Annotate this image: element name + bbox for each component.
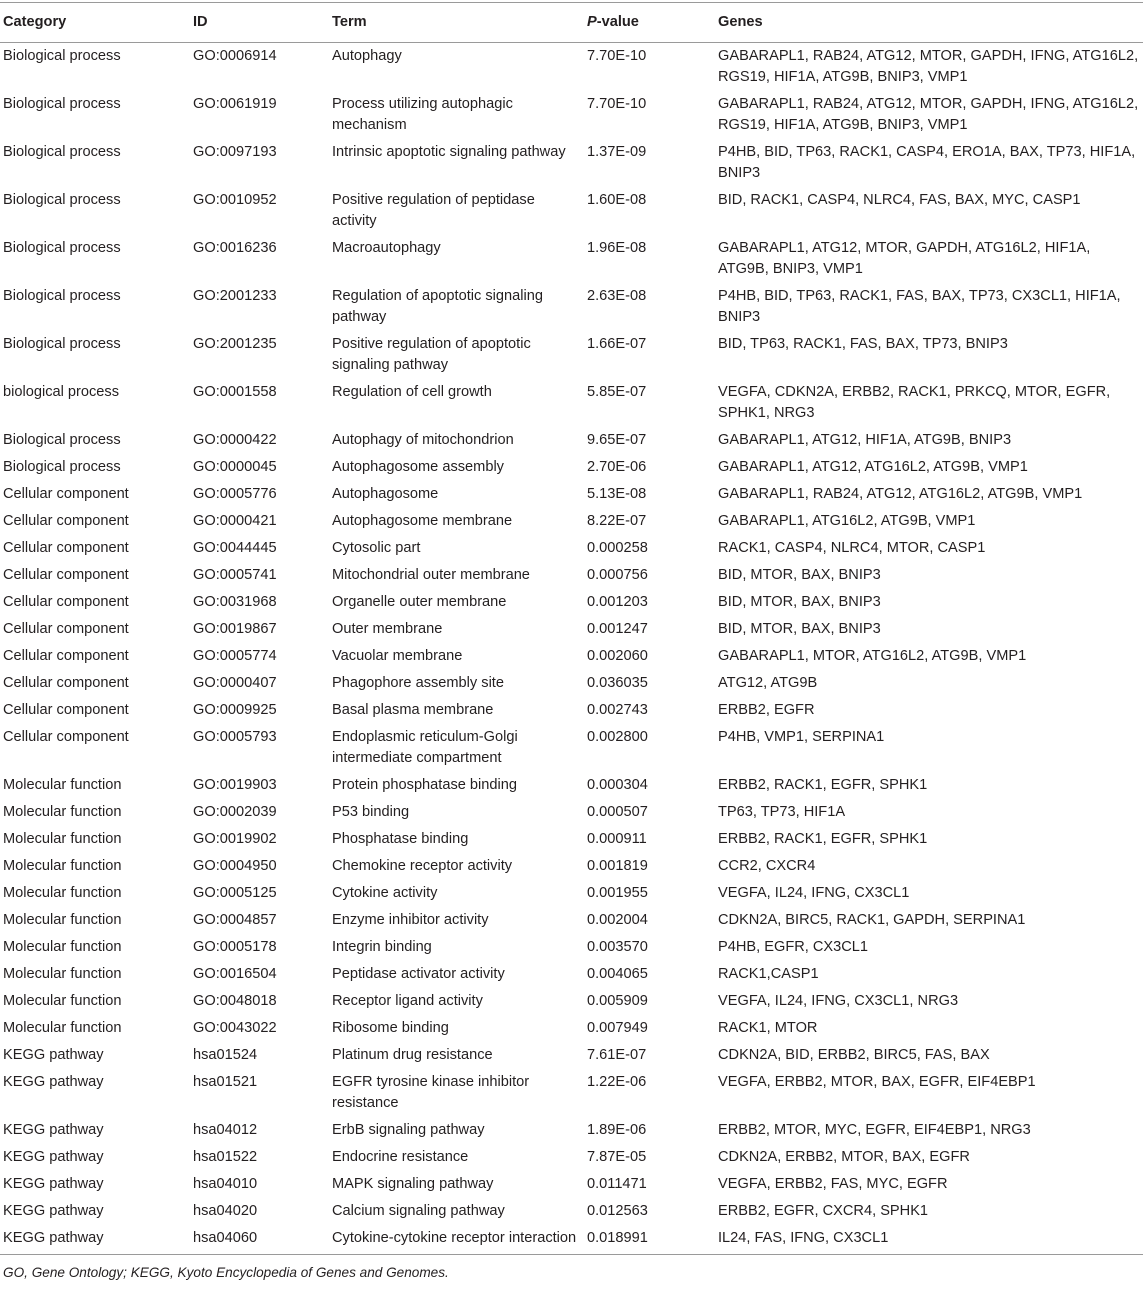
cell-genes: VEGFA, CDKN2A, ERBB2, RACK1, PRKCQ, MTOR, EGFR, SPHK1, NRG3: [718, 384, 1111, 421]
cell-genes: VEGFA, ERBB2, MTOR, BAX, EGFR, EIF4EBP1: [718, 1074, 1036, 1090]
header-row: [0, 3, 1143, 43]
cell-id: GO:0016236: [193, 240, 277, 256]
table-row: [0, 1144, 1143, 1171]
cell-term: Autophagy: [332, 48, 402, 64]
cell-pvalue: 0.000756: [587, 567, 648, 583]
cell-category: Molecular function: [3, 885, 122, 901]
cell-genes: GABARAPL1, MTOR, ATG16L2, ATG9B, VMP1: [718, 648, 1027, 664]
cell-pvalue: 0.001203: [587, 594, 648, 610]
cell-id: GO:0061919: [193, 96, 277, 112]
cell-id: GO:0000421: [193, 513, 277, 529]
cell-genes: ATG12, ATG9B: [718, 675, 818, 691]
cell-pvalue: 2.70E-06: [587, 459, 647, 475]
cell-pvalue: 1.60E-08: [587, 192, 647, 208]
cell-category: Biological process: [3, 459, 121, 475]
cell-category: Cellular component: [3, 729, 129, 745]
table-row: [0, 235, 1143, 283]
cell-id: GO:0004950: [193, 858, 277, 874]
cell-genes: VEGFA, IL24, IFNG, CX3CL1: [718, 885, 910, 901]
cell-id: hsa01521: [193, 1074, 258, 1090]
cell-pvalue: 7.61E-07: [587, 1047, 647, 1063]
cell-category: Biological process: [3, 144, 121, 160]
table-row: [0, 1042, 1143, 1069]
cell-category: Biological process: [3, 336, 121, 352]
cell-term: Mitochondrial outer membrane: [332, 567, 530, 583]
table-row: [0, 1015, 1143, 1042]
table-footnote: GO, Gene Ontology; KEGG, Kyoto Encyclopedia of Genes and Genomes.: [3, 1265, 449, 1280]
cell-pvalue: 0.000911: [587, 831, 647, 847]
cell-term: Autophagosome: [332, 486, 439, 502]
table-row: [0, 1171, 1143, 1198]
cell-pvalue: 0.002800: [587, 729, 648, 745]
cell-category: Biological process: [3, 96, 121, 112]
cell-id: GO:0002039: [193, 804, 277, 820]
cell-genes: BID, RACK1, CASP4, NLRC4, FAS, BAX, MYC, CASP1: [718, 192, 1081, 208]
table-header: [0, 3, 1143, 43]
cell-id: hsa01524: [193, 1047, 258, 1063]
cell-genes: VEGFA, IL24, IFNG, CX3CL1, NRG3: [718, 993, 959, 1009]
cell-pvalue: 0.001247: [587, 621, 648, 637]
cell-pvalue: 0.011471: [587, 1176, 647, 1192]
cell-genes: GABARAPL1, RAB24, ATG12, MTOR, GAPDH, IFNG, ATG16L2, RGS19, HIF1A, ATG9B, BNIP3, VMP1: [718, 48, 1139, 85]
cell-term: Autophagosome assembly: [332, 459, 504, 475]
cell-term: Chemokine receptor activity: [332, 858, 513, 874]
cell-genes: P4HB, BID, TP63, RACK1, CASP4, ERO1A, BAX, TP73, HIF1A, BNIP3: [718, 144, 1136, 181]
cell-term: Organelle outer membrane: [332, 594, 507, 610]
cell-term: Phosphatase binding: [332, 831, 469, 847]
table-container: [0, 2, 1143, 1282]
cell-id: GO:0019867: [193, 621, 277, 637]
header-pvalue-suffix: -value: [596, 14, 639, 30]
cell-pvalue: 0.001819: [587, 858, 648, 874]
cell-term: Autophagosome membrane: [332, 513, 513, 529]
cell-pvalue: 0.003570: [587, 939, 648, 955]
cell-id: GO:0019902: [193, 831, 277, 847]
cell-id: GO:0016504: [193, 966, 277, 982]
cell-id: GO:0000045: [193, 459, 277, 475]
cell-category: Molecular function: [3, 777, 122, 793]
cell-genes: BID, MTOR, BAX, BNIP3: [718, 567, 881, 583]
cell-pvalue: 0.036035: [587, 675, 648, 691]
cell-id: GO:0044445: [193, 540, 277, 556]
table-row: [0, 907, 1143, 934]
cell-genes: VEGFA, ERBB2, FAS, MYC, EGFR: [718, 1176, 948, 1192]
table-row: [0, 187, 1143, 235]
table-row: [0, 1117, 1143, 1144]
cell-pvalue: 0.000304: [587, 777, 648, 793]
cell-pvalue: 1.37E-09: [587, 144, 647, 160]
table-row: [0, 880, 1143, 907]
cell-term: Process utilizing autophagic mechanism: [332, 96, 513, 133]
cell-genes: CCR2, CXCR4: [718, 858, 816, 874]
cell-term: Positive regulation of apoptotic signaling pathway: [332, 336, 531, 373]
cell-id: GO:2001235: [193, 336, 277, 352]
cell-id: hsa04012: [193, 1122, 258, 1138]
table-row: [0, 427, 1143, 454]
cell-id: GO:0010952: [193, 192, 277, 208]
cell-id: hsa04010: [193, 1176, 258, 1192]
table-row: [0, 91, 1143, 139]
cell-pvalue: 0.000507: [587, 804, 648, 820]
cell-category: Cellular component: [3, 621, 129, 637]
table-row: [0, 772, 1143, 799]
cell-genes: ERBB2, RACK1, EGFR, SPHK1: [718, 831, 928, 847]
cell-category: Cellular component: [3, 702, 129, 718]
cell-id: GO:0004857: [193, 912, 277, 928]
cell-category: Cellular component: [3, 540, 129, 556]
cell-pvalue: 1.22E-06: [587, 1074, 647, 1090]
cell-id: GO:0048018: [193, 993, 277, 1009]
cell-genes: GABARAPL1, ATG12, ATG16L2, ATG9B, VMP1: [718, 459, 1028, 475]
cell-pvalue: 0.001955: [587, 885, 648, 901]
cell-pvalue: 0.002004: [587, 912, 648, 928]
cell-genes: ERBB2, EGFR, CXCR4, SPHK1: [718, 1203, 929, 1219]
cell-category: Cellular component: [3, 513, 129, 529]
header-genes: Genes: [715, 3, 1143, 43]
cell-term: Cytosolic part: [332, 540, 421, 556]
table-row: [0, 697, 1143, 724]
table-row: [0, 616, 1143, 643]
cell-genes: BID, TP63, RACK1, FAS, BAX, TP73, BNIP3: [718, 336, 1008, 352]
cell-genes: BID, MTOR, BAX, BNIP3: [718, 594, 881, 610]
cell-id: hsa01522: [193, 1149, 258, 1165]
cell-term: Calcium signaling pathway: [332, 1203, 505, 1219]
table-body: [0, 43, 1143, 1255]
table-row: [0, 853, 1143, 880]
cell-term: EGFR tyrosine kinase inhibitor resistance: [332, 1074, 530, 1111]
cell-category: Cellular component: [3, 486, 129, 502]
cell-id: GO:0000407: [193, 675, 277, 691]
cell-pvalue: 8.22E-07: [587, 513, 647, 529]
cell-term: Peptidase activator activity: [332, 966, 505, 982]
cell-genes: ERBB2, MTOR, MYC, EGFR, EIF4EBP1, NRG3: [718, 1122, 1031, 1138]
cell-category: Molecular function: [3, 912, 122, 928]
cell-genes: RACK1, MTOR: [718, 1020, 818, 1036]
cell-category: Cellular component: [3, 648, 129, 664]
cell-term: Enzyme inhibitor activity: [332, 912, 489, 928]
cell-category: Biological process: [3, 48, 121, 64]
cell-id: hsa04060: [190, 1225, 329, 1255]
cell-pvalue: 1.96E-08: [587, 240, 647, 256]
cell-category: KEGG pathway: [3, 1149, 104, 1165]
cell-term: MAPK signaling pathway: [332, 1176, 494, 1192]
table-row: [0, 988, 1143, 1015]
header-category: Category: [0, 3, 190, 43]
cell-category: Molecular function: [3, 966, 122, 982]
enrichment-table: [0, 2, 1143, 1255]
cell-id: GO:0006914: [193, 48, 277, 64]
cell-term: Integrin binding: [332, 939, 432, 955]
cell-term: Phagophore assembly site: [332, 675, 504, 691]
cell-term: P53 binding: [332, 804, 410, 820]
cell-id: GO:0005125: [193, 885, 277, 901]
cell-pvalue: 1.89E-06: [587, 1122, 647, 1138]
cell-term: ErbB signaling pathway: [332, 1122, 485, 1138]
cell-pvalue: 0.002060: [587, 648, 648, 664]
cell-genes: CDKN2A, BID, ERBB2, BIRC5, FAS, BAX: [718, 1047, 990, 1063]
cell-pvalue: 0.002743: [587, 702, 648, 718]
cell-pvalue: 9.65E-07: [587, 432, 647, 448]
cell-id: GO:0097193: [193, 144, 277, 160]
cell-category: Cellular component: [3, 567, 129, 583]
cell-term: Cytokine activity: [332, 885, 438, 901]
cell-genes: P4HB, EGFR, CX3CL1: [718, 939, 869, 955]
cell-genes: GABARAPL1, ATG12, HIF1A, ATG9B, BNIP3: [718, 432, 1012, 448]
table-row: [0, 961, 1143, 988]
cell-category: Molecular function: [3, 858, 122, 874]
cell-pvalue: 2.63E-08: [587, 288, 647, 304]
cell-term: Protein phosphatase binding: [332, 777, 517, 793]
cell-term: Vacuolar membrane: [332, 648, 463, 664]
cell-id: GO:0005793: [193, 729, 277, 745]
cell-genes: BID, MTOR, BAX, BNIP3: [718, 621, 881, 637]
cell-pvalue: 0.012563: [587, 1203, 648, 1219]
cell-genes: ERBB2, EGFR: [718, 702, 815, 718]
table-row: [0, 1225, 1143, 1255]
cell-term: Autophagy of mitochondrion: [332, 432, 514, 448]
cell-id: GO:0019903: [193, 777, 277, 793]
table-row: [0, 799, 1143, 826]
cell-pvalue: 5.13E-08: [587, 486, 647, 502]
cell-category: Biological process: [3, 240, 121, 256]
cell-term: Regulation of cell growth: [332, 384, 492, 400]
cell-category: Biological process: [3, 192, 121, 208]
cell-genes: RACK1, CASP4, NLRC4, MTOR, CASP1: [718, 540, 986, 556]
cell-id: GO:0005776: [193, 486, 277, 502]
table-row: [0, 1198, 1143, 1225]
table-row: [0, 43, 1143, 92]
cell-category: Cellular component: [3, 594, 129, 610]
cell-category: Molecular function: [3, 1020, 122, 1036]
cell-category: Cellular component: [3, 675, 129, 691]
cell-term: Positive regulation of peptidase activity: [332, 192, 535, 229]
cell-pvalue: 1.66E-07: [587, 336, 647, 352]
cell-id: GO:0031968: [193, 594, 277, 610]
cell-genes: RACK1,CASP1: [718, 966, 819, 982]
cell-category: Biological process: [3, 432, 121, 448]
cell-pvalue: 5.85E-07: [587, 384, 647, 400]
header-id: ID: [190, 3, 329, 43]
cell-category: KEGG pathway: [0, 1225, 190, 1255]
cell-term: Cytokine-cytokine receptor interaction: [329, 1225, 584, 1255]
cell-category: Molecular function: [3, 831, 122, 847]
cell-pvalue: 0.004065: [587, 966, 648, 982]
table-row: [0, 379, 1143, 427]
cell-genes: CDKN2A, BIRC5, RACK1, GAPDH, SERPINA1: [718, 912, 1026, 928]
cell-genes: P4HB, BID, TP63, RACK1, FAS, BAX, TP73, CX3CL1, HIF1A, BNIP3: [718, 288, 1121, 325]
cell-id: GO:0005741: [193, 567, 277, 583]
table-row: [0, 139, 1143, 187]
cell-term: Ribosome binding: [332, 1020, 449, 1036]
cell-pvalue: 7.87E-05: [587, 1149, 647, 1165]
cell-id: hsa04020: [193, 1203, 258, 1219]
cell-pvalue: 7.70E-10: [587, 96, 647, 112]
cell-genes: CDKN2A, ERBB2, MTOR, BAX, EGFR: [718, 1149, 970, 1165]
table-row: [0, 724, 1143, 772]
cell-genes: GABARAPL1, RAB24, ATG12, ATG16L2, ATG9B, VMP1: [718, 486, 1083, 502]
header-pvalue: [584, 3, 715, 43]
cell-category: Molecular function: [3, 993, 122, 1009]
cell-term: Platinum drug resistance: [332, 1047, 493, 1063]
table-row: [0, 508, 1143, 535]
cell-term: Endoplasmic reticulum-Golgi intermediate compartment: [332, 729, 518, 766]
cell-term: Endocrine resistance: [332, 1149, 469, 1165]
cell-category: KEGG pathway: [3, 1074, 104, 1090]
cell-category: Biological process: [3, 288, 121, 304]
table-row: [0, 934, 1143, 961]
cell-id: GO:2001233: [193, 288, 277, 304]
header-term: Term: [329, 3, 584, 43]
table-row: [0, 454, 1143, 481]
cell-pvalue: 0.000258: [587, 540, 648, 556]
table-row: [0, 643, 1143, 670]
table-row: [0, 1069, 1143, 1117]
cell-term: Regulation of apoptotic signaling pathway: [332, 288, 543, 325]
cell-pvalue: 0.005909: [587, 993, 648, 1009]
table-row: [0, 331, 1143, 379]
cell-category: KEGG pathway: [3, 1047, 104, 1063]
table-row: [0, 562, 1143, 589]
table-row: [0, 535, 1143, 562]
cell-term: Macroautophagy: [332, 240, 441, 256]
cell-genes: GABARAPL1, ATG12, MTOR, GAPDH, ATG16L2, HIF1A, ATG9B, BNIP3, VMP1: [718, 240, 1091, 277]
cell-pvalue: 0.007949: [587, 1020, 648, 1036]
cell-genes: IL24, FAS, IFNG, CX3CL1: [715, 1225, 1143, 1255]
cell-genes: GABARAPL1, RAB24, ATG12, MTOR, GAPDH, IFNG, ATG16L2, RGS19, HIF1A, ATG9B, BNIP3, VMP1: [718, 96, 1139, 133]
cell-id: GO:0000422: [193, 432, 277, 448]
cell-genes: GABARAPL1, ATG16L2, ATG9B, VMP1: [718, 513, 976, 529]
cell-term: Receptor ligand activity: [332, 993, 483, 1009]
cell-term: Outer membrane: [332, 621, 443, 637]
cell-term: Intrinsic apoptotic signaling pathway: [332, 144, 566, 160]
table-row: [0, 826, 1143, 853]
cell-id: GO:0005774: [193, 648, 277, 664]
cell-category: KEGG pathway: [3, 1176, 104, 1192]
cell-category: Molecular function: [3, 939, 122, 955]
cell-id: GO:0043022: [193, 1020, 277, 1036]
cell-id: GO:0005178: [193, 939, 277, 955]
cell-id: GO:0001558: [193, 384, 277, 400]
cell-category: KEGG pathway: [3, 1122, 104, 1138]
header-pvalue-italic: P: [587, 14, 597, 30]
table-row: [0, 283, 1143, 331]
table-row: [0, 670, 1143, 697]
cell-category: KEGG pathway: [3, 1203, 104, 1219]
cell-pvalue: 0.018991: [584, 1225, 715, 1255]
table-row: [0, 589, 1143, 616]
cell-id: GO:0009925: [193, 702, 277, 718]
cell-pvalue: 7.70E-10: [587, 48, 647, 64]
cell-category: Molecular function: [3, 804, 122, 820]
cell-genes: TP63, TP73, HIF1A: [718, 804, 846, 820]
cell-term: Basal plasma membrane: [332, 702, 494, 718]
cell-genes: ERBB2, RACK1, EGFR, SPHK1: [718, 777, 928, 793]
cell-category: biological process: [3, 384, 120, 400]
cell-genes: P4HB, VMP1, SERPINA1: [718, 729, 885, 745]
table-row: [0, 481, 1143, 508]
